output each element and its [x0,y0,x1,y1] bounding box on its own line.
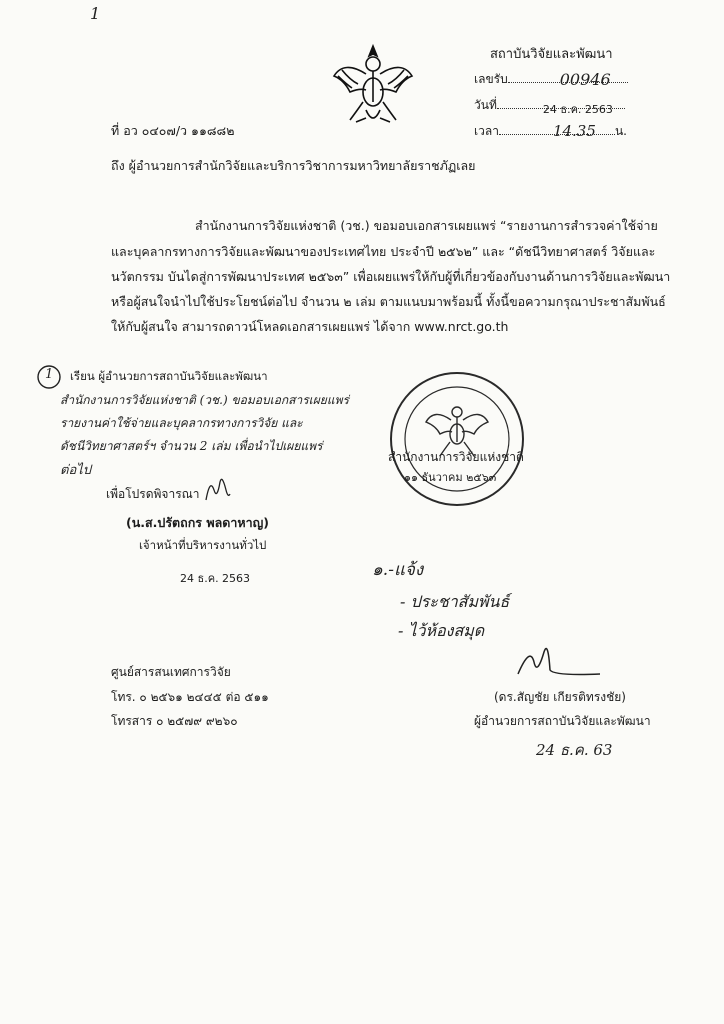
note-hand-line: ต่อไป [60,463,92,478]
note-date: 24 ธ.ค. 2563 [180,572,251,585]
director-date: 24 ธ.ค. 63 [536,741,613,759]
director-position: ผู้อำนวยการสถาบันวิจัยและพัฒนา [474,714,651,728]
body-line: นวัตกรรม บันไดสู่การพัฒนาประเทศ ๒๕๖๓” เพื่อเผยแพร่ให้กับผู้ที่เกี่ยวข้องกับงานด้านการวิจัยและพัฒนา [111,269,671,284]
director-signature-icon [504,640,604,682]
body-line: และบุคลากรทางการวิจัยและพัฒนาของประเทศไทย ประจำปี ๒๕๖๒” และ “ดัชนีวิทยาศาสตร์ วิจัยและ [111,244,656,259]
body-line: ให้กับผู้สนใจ สามารถดาวน์โหลดเอกสารเผยแพร่ ได้จาก www.nrct.go.th [111,319,509,334]
office-round-seal-icon [388,370,526,508]
stamp-date-row [474,96,625,115]
note-hand-line: สำนักงานการวิจัยแห่งชาติ (วช.) ขอมอบเอกสารเผยแพร่ [60,393,349,407]
body-line: สำนักงานการวิจัยแห่งชาติ (วช.) ขอมอบเอกสารเผยแพร่ “รายงานการสำรวจค่าใช้จ่าย [195,218,658,233]
letter-ref-no: ที่ อว ๐๔๐๗/ว ๑๑๘๘๒ [111,123,235,138]
stamp-no-row [474,70,628,89]
stamp-time-unit: น. [614,124,627,138]
stamp-no-label: เลขรับ [474,72,508,86]
director-name: (ดร.สัญชัย เกียรติทรงชัย) [494,690,626,704]
stamp-institute: สถาบันวิจัยและพัฒนา [490,47,613,62]
stamp-time-row [474,122,627,141]
note-hand-line: รายงานค่าใช้จ่ายและบุคลากรทางการวิจัย และ [60,416,303,430]
footer-tel: โทร. ๐ ๒๕๖๑ ๒๔๔๕ ต่อ ๕๑๑ [111,690,269,704]
signature-icon [200,476,234,506]
office-seal-line1: สำนักงานการวิจัยแห่งชาติ [388,450,524,464]
circled-number: 1 [45,367,54,382]
stamp-time-label: เวลา [474,124,499,138]
body-line: หรือผู้สนใจนำไปใช้ประโยชน์ต่อไป จำนวน ๒ เล่ม ตามแนบมาพร้อมนี้ ทั้งนี้ขอความกรุณาประชาสัมพันธ์ [111,294,666,309]
director-note-line: - ประชาสัมพันธ์ [400,592,510,611]
director-note-line: ๑.-แจ้ง [372,560,424,580]
note-to: เรียน ผู้อำนวยการสถาบันวิจัยและพัฒนา [70,369,268,383]
note-signer-position: เจ้าหน้าที่บริหารงานทั่วไป [139,538,267,552]
note-hand-line: ดัชนีวิทยาศาสตร์ฯ จำนวน 2 เล่ม เพื่อนำไปเผยแพร่ [60,439,323,453]
corner-mark: 1 [90,4,101,23]
garuda-emblem-icon [330,40,416,130]
stamp-time-value: 14.35 [552,122,596,140]
letter-to: ถึง ผู้อำนวยการสำนักวิจัยและบริการวิชาการมหาวิทยาลัยราชภัฏเลย [111,158,476,173]
stamp-no-value: 00946 [559,70,611,89]
stamp-date-value: 24 ธ.ค. 2563 [542,103,613,116]
note-for-consideration: เพื่อโปรดพิจารณา [106,487,200,501]
stamp-date-label: วันที่ [474,98,497,112]
office-seal-line2: ๑๑ ธันวาคม ๒๕๖๓ [404,471,497,484]
footer-dept: ศูนย์สารสนเทศการวิจัย [111,665,231,679]
footer-fax: โทรสาร ๐ ๒๕๗๙ ๙๒๖๐ [111,714,238,728]
note-signer-name: (น.ส.ปรัตถกร พลดาหาญ) [126,515,270,530]
director-note-line: - ไว้ห้องสมุด [398,621,485,640]
